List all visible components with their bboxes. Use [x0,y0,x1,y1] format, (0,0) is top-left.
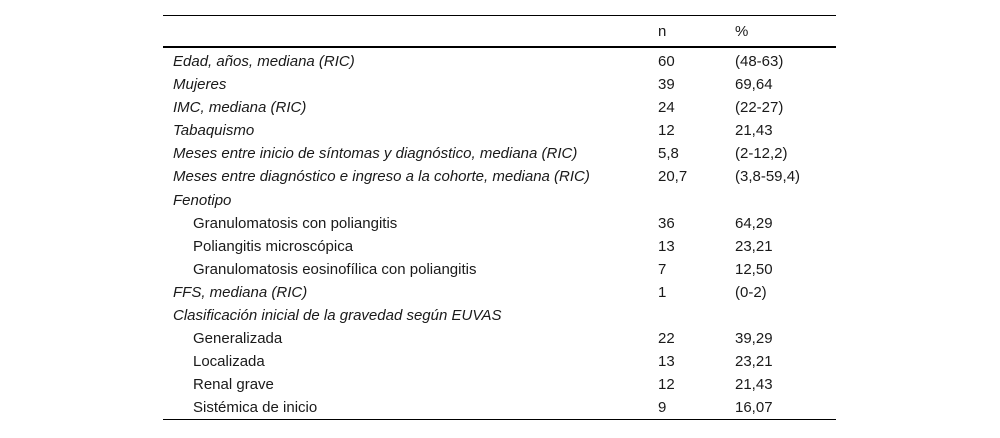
row-label: Meses entre inicio de síntomas y diagnóstico, mediana (RIC) [173,145,578,163]
row-label: Granulomatosis con poliangitis [193,214,398,232]
row-percent-value: (22-27) [735,99,784,117]
table-row [163,119,836,142]
row-percent-value: (0-2) [735,283,767,301]
table-body [163,47,836,420]
row-percent-value: 23,21 [735,353,773,371]
row-n-value: 9 [658,399,667,417]
row-label: Localizada [193,353,265,371]
row-label: Meses entre diagnóstico e ingreso a la cohorte, mediana (RIC) [173,168,590,186]
header-label [163,16,650,48]
table-row [163,327,836,350]
row-n-value: 36 [658,214,675,232]
row-n-value: 1 [658,283,667,301]
row-label: Clasificación inicial de la gravedad según EUVAS [173,306,502,324]
row-percent-value [727,188,836,211]
header-n: n [658,22,667,40]
row-label: Sistémica de inicio [193,399,318,417]
table-row [163,188,836,211]
row-n-value: 7 [658,260,667,278]
row-percent-value: (48-63) [735,53,784,70]
row-n-value: 20,7 [658,168,688,186]
table-row [163,212,836,235]
row-n-value [650,188,727,211]
row-label: Granulomatosis eosinofílica con poliangitis [193,260,477,278]
row-label: Fenotipo [173,191,232,209]
cohort-characteristics-table [163,15,836,420]
table-row [163,73,836,96]
row-label: Mujeres [173,76,227,94]
row-n-value: 13 [658,237,675,255]
table-row [163,304,836,327]
row-percent-value: 39,29 [735,330,773,348]
table-row [163,47,836,73]
row-n-value: 12 [658,122,675,140]
table-row [163,142,836,165]
row-percent-value: 23,21 [735,237,773,255]
data-table-container [163,15,836,420]
row-label: Edad, años, mediana (RIC) [173,53,355,70]
row-n-value [650,304,727,327]
table-row [163,281,836,304]
row-label: Tabaquismo [173,122,255,140]
table-row [163,96,836,119]
row-percent-value: 12,50 [735,260,773,278]
table-row [163,258,836,281]
row-label: FFS, mediana (RIC) [173,283,308,301]
row-n-value: 5,8 [658,145,679,163]
row-percent-value: 69,64 [735,76,773,94]
row-n-value: 60 [658,53,675,70]
row-n-value: 39 [658,76,675,94]
row-n-value: 12 [658,376,675,394]
table-row [163,165,836,188]
row-percent-value: 64,29 [735,214,773,232]
row-label: Poliangitis microscópica [193,237,354,255]
row-percent-value: (2-12,2) [735,145,788,163]
row-n-value: 22 [658,330,675,348]
table-row [163,350,836,373]
table-header [163,16,836,48]
row-percent-value: 21,43 [735,376,773,394]
row-label: Generalizada [193,330,283,348]
table-row [163,396,836,420]
row-label: IMC, mediana (RIC) [173,99,307,117]
header-row [163,16,836,48]
row-percent-value: 21,43 [735,122,773,140]
table-row [163,235,836,258]
header-percent: % [735,22,749,40]
table-row [163,373,836,396]
row-n-value: 24 [658,99,675,117]
row-percent-value [727,304,836,327]
row-percent-value: (3,8-59,4) [735,168,801,186]
row-percent-value: 16,07 [735,399,773,417]
row-label: Renal grave [193,376,274,394]
row-n-value: 13 [658,353,675,371]
